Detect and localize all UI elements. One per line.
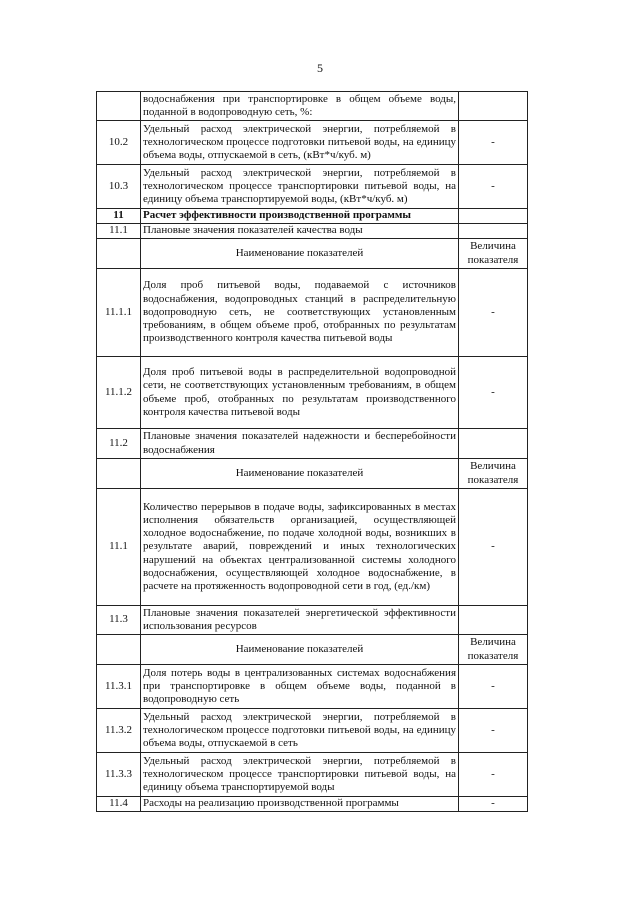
indicator-value <box>459 429 528 459</box>
indicator-value <box>459 92 528 121</box>
subsection-title: Плановые значения показателей качества воды <box>141 224 459 239</box>
indicator-text: Удельный расход электрической энергии, потребляемой в технологическом процессе транспортировки питьевой воды, на единицу объема транспортируемой воды, (кВт*ч/куб. м) <box>141 165 459 209</box>
column-header-value: Величина показателя <box>459 239 528 269</box>
table-row <box>97 92 528 121</box>
row-number: 11.1.1 <box>97 269 141 357</box>
column-header-row <box>97 239 528 269</box>
subsection-title: Плановые значения показателей энергетической эффективности использования ресурсов <box>141 606 459 635</box>
indicator-value: - <box>459 753 528 797</box>
indicator-value: - <box>459 665 528 709</box>
indicator-text: водоснабжения при транспортировке в общем объеме воды, поданной в водопроводную сеть, %: <box>141 92 459 121</box>
table-row <box>97 121 528 165</box>
subsection-row <box>97 606 528 635</box>
table-row <box>97 165 528 209</box>
table-row <box>97 753 528 797</box>
column-header-row <box>97 635 528 665</box>
row-number: 11.1.2 <box>97 357 141 429</box>
indicator-value: - <box>459 269 528 357</box>
indicator-value: - <box>459 797 528 812</box>
row-number: 11.1 <box>97 224 141 239</box>
table-row <box>97 665 528 709</box>
indicator-text: Количество перерывов в подаче воды, зафиксированных в местах исполнения обязательств организацией, осуществляющей холодное водоснабжение, по подаче холодной воды, возникших в результате аварий, повреждений и иных технологических нарушений на объектах централизованной системы холодного водоснабжения, осуществляющей холодное водоснабжение, в расчете на протяженность водопроводной сети в год, (ед./км) <box>141 489 459 606</box>
row-number: 10.2 <box>97 121 141 165</box>
section-number: 11 <box>97 209 141 224</box>
indicator-value: - <box>459 709 528 753</box>
indicator-value <box>459 606 528 635</box>
indicator-value: - <box>459 357 528 429</box>
indicator-value <box>459 209 528 224</box>
row-number: 11.1 <box>97 489 141 606</box>
column-header-name: Наименование показателей <box>141 459 459 489</box>
subsection-title: Плановые значения показателей надежности и бесперебойности водоснабжения <box>141 429 459 459</box>
indicator-text: Удельный расход электрической энергии, потребляемой в технологическом процессе подготовки питьевой воды, на единицу объема воды, отпускаемой в сеть <box>141 709 459 753</box>
section-title: Расчет эффективности производственной программы <box>141 209 459 224</box>
row-number <box>97 635 141 665</box>
column-header-name: Наименование показателей <box>141 239 459 269</box>
table-row <box>97 797 528 812</box>
indicator-value: - <box>459 489 528 606</box>
indicator-text: Доля проб питьевой воды в распределительной водопроводной сети, не соответствующих установленным требованиям, в общем объеме проб, отобранных по результатам производственного контроля качества питьевой воды <box>141 357 459 429</box>
column-header-row <box>97 459 528 489</box>
row-number <box>97 239 141 269</box>
column-header-value: Величина показателя <box>459 635 528 665</box>
indicator-text: Расходы на реализацию производственной программы <box>141 797 459 812</box>
subsection-row <box>97 224 528 239</box>
column-header-name: Наименование показателей <box>141 635 459 665</box>
indicator-value <box>459 224 528 239</box>
table-row <box>97 709 528 753</box>
table-row <box>97 357 528 429</box>
subsection-row <box>97 429 528 459</box>
indicator-text: Удельный расход электрической энергии, потребляемой в технологическом процессе транспортировки питьевой воды, на единицу объема транспортируемой воды <box>141 753 459 797</box>
indicator-text: Доля проб питьевой воды, подаваемой с источников водоснабжения, водопроводных станций в распределительную водопроводную сеть, не соответствующих установленным требованиям, в общем объеме проб, отобранных по результатам производственного контроля качества питьевой воды <box>141 269 459 357</box>
page-number: 5 <box>317 61 323 75</box>
row-number: 11.2 <box>97 429 141 459</box>
production-program-table <box>96 91 528 812</box>
indicator-text: Удельный расход электрической энергии, потребляемой в технологическом процессе подготовки питьевой воды, на единицу объема воды, отпускаемой в сеть, (кВт*ч/куб. м) <box>141 121 459 165</box>
table-row <box>97 489 528 606</box>
row-number <box>97 459 141 489</box>
row-number <box>97 92 141 121</box>
row-number: 11.4 <box>97 797 141 812</box>
row-number: 11.3 <box>97 606 141 635</box>
indicator-value: - <box>459 165 528 209</box>
row-number: 11.3.1 <box>97 665 141 709</box>
indicator-value: - <box>459 121 528 165</box>
row-number: 11.3.3 <box>97 753 141 797</box>
indicator-text: Доля потерь воды в централизованных системах водоснабжения при транспортировке в общем объеме воды, поданной в водопроводную сеть <box>141 665 459 709</box>
section-heading-row <box>97 209 528 224</box>
row-number: 10.3 <box>97 165 141 209</box>
row-number: 11.3.2 <box>97 709 141 753</box>
column-header-value: Величина показателя <box>459 459 528 489</box>
table-row <box>97 269 528 357</box>
